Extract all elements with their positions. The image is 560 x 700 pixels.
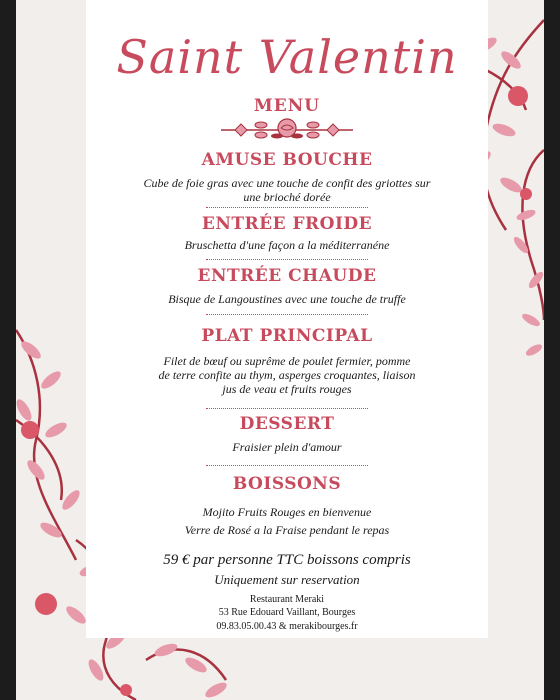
restaurant-address: 53 Rue Edouard Vaillant, Bourges <box>218 607 356 618</box>
section-line: Bruschetta d'une façon a la méditerranéne <box>184 238 390 252</box>
section-line: Mojito Fruits Rouges en bienvenue <box>202 505 372 519</box>
menu-heading: MENU <box>253 96 321 116</box>
section-heading-boissons: BOISSONS <box>232 474 342 494</box>
page-title: Saint Valentin <box>116 30 458 84</box>
price-text: 59 € par personne TTC boissons compris <box>163 552 411 568</box>
restaurant-name: Restaurant Meraki <box>249 594 325 605</box>
reservation-note: Uniquement sur reservation <box>214 572 360 587</box>
section-line: Cube de foie gras avec une touche de confit des griottes sur <box>143 176 431 190</box>
section-body-plat-principal <box>126 354 448 396</box>
section-heading-entree-chaude: ENTRÉE CHAUDE <box>197 266 377 286</box>
section-body-dessert <box>126 440 448 454</box>
section-body-entree-chaude <box>126 292 448 306</box>
section-body-boissons <box>126 503 448 539</box>
section-heading-entree-froide: ENTRÉE FROIDE <box>201 214 373 234</box>
section-body-entree-froide <box>126 238 448 252</box>
section-heading-plat-principal: PLAT PRINCIPAL <box>201 326 373 346</box>
dotted-divider <box>206 465 368 466</box>
section-line: Fraisier plein d'amour <box>232 440 342 454</box>
section-heading-dessert: DESSERT <box>239 414 335 434</box>
section-line: Bisque de Langoustines avec une touche de truffe <box>168 292 406 306</box>
menu-poster <box>16 0 544 700</box>
section-body-amuse-bouche <box>126 176 448 204</box>
section-line: une brioché dorée <box>243 190 331 204</box>
dotted-divider <box>206 314 368 315</box>
section-line: jus de veau et fruits rouges <box>222 382 352 396</box>
dotted-divider <box>206 259 368 260</box>
restaurant-contact: 09.83.05.00.43 & merakibourges.fr <box>216 621 358 632</box>
section-heading-amuse-bouche: AMUSE BOUCHE <box>201 150 373 170</box>
rose-ornament-icon <box>217 116 357 144</box>
section-line: Filet de bœuf ou suprême de poulet fermier, pomme <box>163 354 411 368</box>
dotted-divider <box>206 408 368 409</box>
dotted-divider <box>206 207 368 208</box>
section-line: de terre confite au thym, asperges croquantes, liaison <box>158 368 416 382</box>
section-line: Verre de Rosé a la Fraise pendant le repas <box>184 523 390 537</box>
